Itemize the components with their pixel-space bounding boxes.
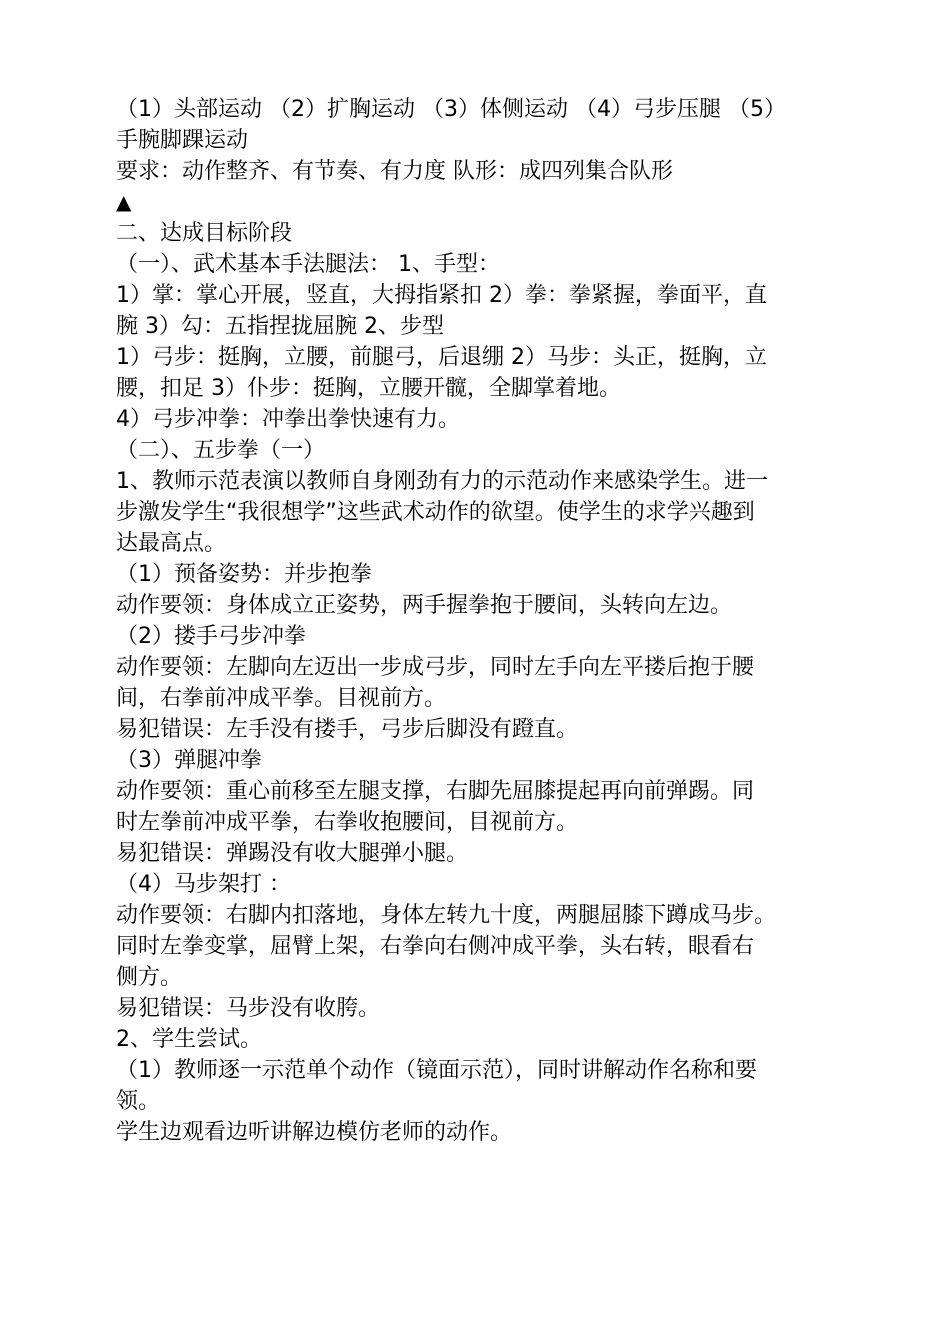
text-line: （1）教师逐一示范单个动作（镜面示范），同时讲解动作名称和要 (116, 1058, 757, 1083)
text-line: 2、学生尝试。 (116, 1027, 262, 1052)
text-line: （1）头部运动 （2）扩胸运动 （3）体侧运动 （4）弓步压腿 （5） (116, 97, 786, 122)
text-line: 易犯错误：弹踢没有收大腿弹小腿。 (116, 841, 469, 866)
text-line: 步激发学生“我很想学”这些武术动作的欲望。使学生的求学兴趣到 (116, 500, 755, 525)
text-line: 1）弓步：挺胸，立腰，前腿弓，后退绷 2）马步：头正，挺胸，立 (116, 345, 767, 370)
subsection-heading: （一）、武术基本手法腿法： 1、手型： (116, 252, 500, 277)
item-heading: （4）马步架打 ： (116, 872, 291, 897)
text-line: 侧方。 (116, 965, 183, 990)
text-line: 易犯错误：左手没有搂手，弓步后脚没有蹬直。 (116, 717, 579, 742)
text-line: 动作要领：右脚内扣落地，身体左转九十度，两腿屈膝下蹲成马步。 (116, 903, 777, 928)
text-line: 达最高点。 (116, 531, 227, 556)
text-line: 动作要领：重心前移至左腿支撑，右脚先屈膝提起再向前弹踢。同 (116, 779, 755, 804)
text-line: 动作要领：身体成立正姿势，两手握拳抱于腰间，头转向左边。 (116, 593, 733, 618)
text-line: 腰，扣足 3）仆步：挺胸，立腰开髋，全脚掌着地。 (116, 376, 621, 401)
text-line: 同时左拳变掌，屈臂上架，右拳向右侧冲成平拳，头右转，眼看右 (116, 934, 755, 959)
item-heading: （1）预备姿势：并步抱拳 (116, 562, 372, 587)
text-line: 要求：动作整齐、有节奏、有力度 队形：成四列集合队形 (116, 159, 673, 184)
subsection-heading: （二）、五步拳（一） (116, 438, 326, 463)
triangle-marker: ▲ (116, 190, 132, 214)
text-line: 1）掌：掌心开展，竖直，大拇指紧扣 2）拳：拳紧握，拳面平，直 (116, 283, 767, 308)
text-line: 学生边观看边听讲解边模仿老师的动作。 (116, 1120, 513, 1145)
text-line: 时左拳前冲成平拳，右拳收抱腰间，目视前方。 (116, 810, 579, 835)
text-line: 4）弓步冲拳：冲拳出拳快速有力。 (116, 407, 460, 432)
text-line: 1、教师示范表演以教师自身刚劲有力的示范动作来感染学生。进一 (116, 469, 768, 494)
text-line: 手腕脚踝运动 (116, 128, 249, 153)
section-heading: 二、达成目标阶段 (116, 221, 293, 246)
text-line: 易犯错误：马步没有收胯。 (116, 996, 381, 1021)
text-line: 腕 3）勾：五指捏拢屈腕 2、步型 (116, 314, 444, 339)
text-line: 动作要领：左脚向左迈出一步成弓步，同时左手向左平搂后抱于腰 (116, 655, 755, 680)
document-page (116, 94, 836, 1148)
text-line: 间，右拳前冲成平拳。目视前方。 (116, 686, 447, 711)
item-heading: （2）搂手弓步冲拳 (116, 624, 306, 649)
text-line: 领。 (116, 1089, 161, 1114)
item-heading: （3）弹腿冲拳 (116, 748, 262, 773)
